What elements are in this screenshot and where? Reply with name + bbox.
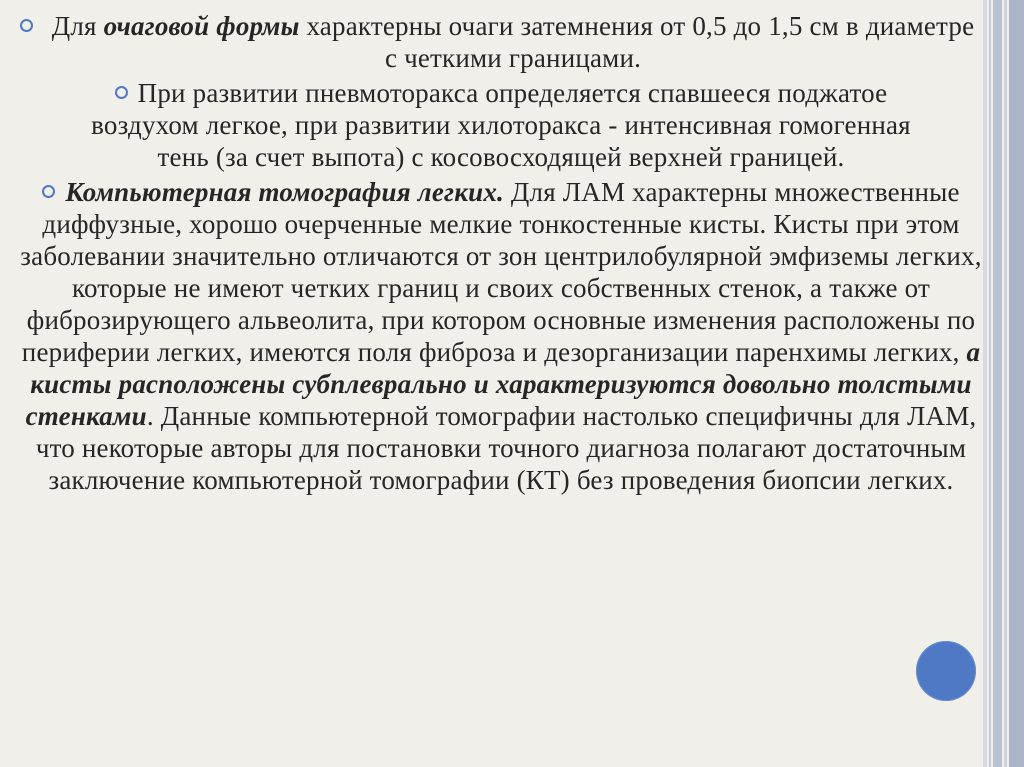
decorative-circle <box>916 641 976 701</box>
paragraph1-emphasis: очаговой формы <box>103 11 300 41</box>
decorative-stripe <box>1004 0 1007 767</box>
paragraph3-heading: Компьютерная томография легких. <box>65 177 504 207</box>
paragraph3-emphasis: а кисты расположены субплеврально и характеризуются довольно толстыми стенками <box>25 337 981 431</box>
paragraph1-text: характерны очаги затемнения от 0,5 до 1,5 см в диаметре с четкими границами. <box>299 11 975 73</box>
paragraph3-text2: . Данные компьютерной томографии настолько специфичны для ЛАМ, что некоторые авторы для постановки точного диагноза полагают достаточным заключение компьютерной томографии (КТ) без проведения биопсии легких. <box>35 401 977 495</box>
bullet-circle-icon <box>20 19 33 32</box>
decorative-stripe <box>983 0 987 767</box>
paragraph-ct <box>20 176 982 496</box>
decorative-stripe <box>1009 0 1024 767</box>
slide-content <box>20 10 982 496</box>
paragraph-focal-form <box>20 10 982 74</box>
bullet-circle-icon <box>115 86 128 99</box>
decorative-stripe <box>993 0 1002 767</box>
paragraph-pneumothorax <box>20 77 982 173</box>
paragraph2-text: При развитии пневмоторакса определяется спавшееся поджатое воздухом легкое, при развитии хилоторакса - интенсивная гомогенная тень (за счет выпота) с косовосходящей верхней границей. <box>91 78 911 172</box>
paragraph1-lead: Для <box>51 11 104 41</box>
paragraph3-text1: Для ЛАМ характерны множественные диффузные, хорошо очерченные мелкие тонкостенные кисты. Кисты при этом заболевании значительно отличаются от зон центрилобулярной эмфиземы легких, которые не имеют четких границ и своих собственных стенок, а также от фиброзирующего альвеолита, при котором основные изменения расположены по периферии легких, имеются поля фиброза и дезорганизации паренхимы легких, <box>20 177 982 367</box>
bullet-circle-icon <box>42 185 55 198</box>
decorative-stripe <box>989 0 991 767</box>
